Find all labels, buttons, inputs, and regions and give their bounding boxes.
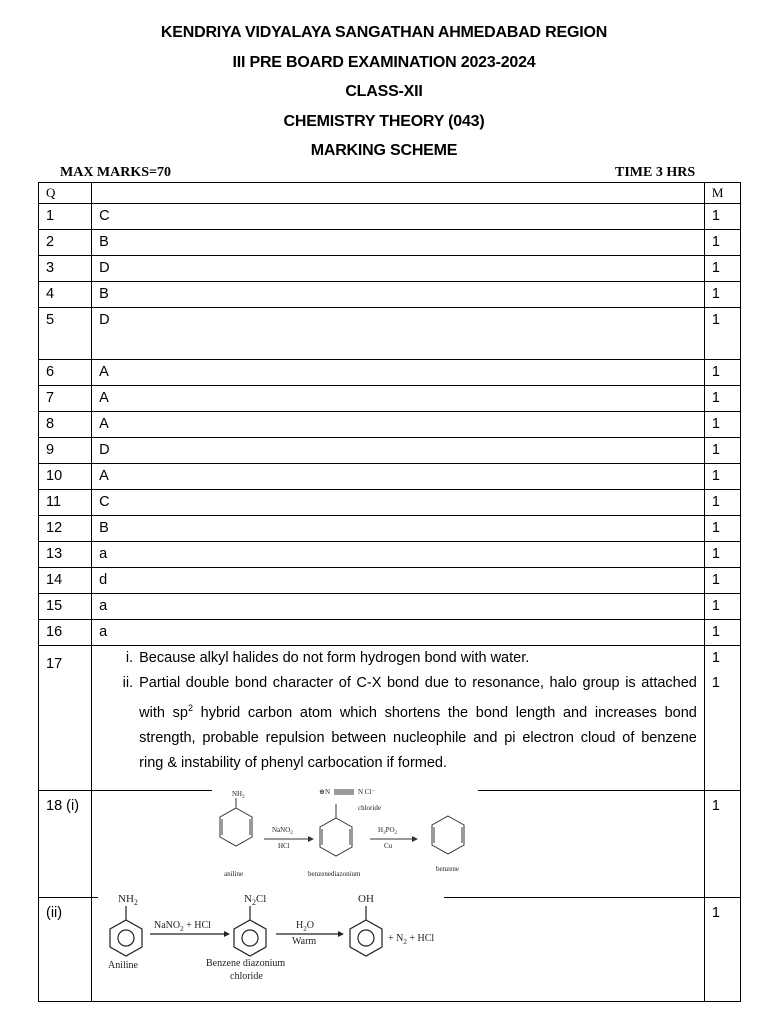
aniline-name: aniline — [224, 870, 244, 878]
sub-answer-text-part: hybrid carbon atom which shortens the bond length and increases bond strength, probable repulsion between nucleophile and pi electron cloud of benzene ring & instability of phenyl carbocation if formed. — [139, 704, 697, 771]
answer: C — [92, 490, 705, 516]
products-label: + $N_2$ + HCl — [388, 933, 435, 946]
reagent-warm: Warm — [292, 936, 317, 947]
table-row — [39, 412, 741, 438]
table-row — [39, 360, 741, 386]
question-number: 13 — [39, 542, 92, 568]
table-row — [39, 568, 741, 594]
answer: B — [92, 230, 705, 256]
answer: B — [92, 516, 705, 542]
benzene-name: benzene — [436, 865, 459, 873]
question-number: 7 — [39, 386, 92, 412]
marks: 1 — [711, 675, 720, 691]
answer: C — [92, 204, 705, 230]
table-row — [39, 282, 741, 308]
marks: 1 — [704, 256, 740, 282]
marks: 1 — [704, 464, 740, 490]
answer-q17 — [92, 646, 705, 791]
question-number: 6 — [39, 360, 92, 386]
reaction-scheme-drawing — [98, 884, 444, 984]
table-row — [39, 490, 741, 516]
sub-number: i. — [125, 650, 134, 666]
chloride-ion-label: N Cl⁻ — [358, 788, 376, 796]
nh2-label: $NH_2$ — [118, 893, 138, 907]
sub-answer-list — [99, 646, 697, 776]
max-marks: MAX MARKS=70 — [60, 165, 172, 180]
exam-title: III PRE BOARD EXAMINATION 2023-2024 — [232, 53, 536, 71]
answer: a — [92, 542, 705, 568]
table-row — [39, 438, 741, 464]
table-row — [39, 542, 741, 568]
question-number: 4 — [39, 282, 92, 308]
reaction-scheme-aniline-to-benzene — [212, 782, 478, 885]
reaction-scheme-aniline-to-phenol — [98, 884, 444, 984]
answer: A — [92, 360, 705, 386]
sub-answer-i — [99, 646, 697, 671]
answer: D — [92, 438, 705, 464]
sub-answer-text: Because alkyl halides do not form hydrogen bond with water. — [139, 650, 530, 666]
marks: 1 — [704, 230, 740, 256]
question-number: 16 — [39, 620, 92, 646]
table-row — [39, 464, 741, 490]
column-header-m: M — [704, 183, 740, 204]
table-header-row — [39, 183, 741, 204]
answer: A — [92, 386, 705, 412]
question-number: 10 — [39, 464, 92, 490]
question-number: 11 — [39, 490, 92, 516]
answer: B — [92, 282, 705, 308]
n2cl-label: $N_2Cl$ — [244, 893, 267, 907]
question-number: 18 (i) — [39, 791, 92, 898]
table-row — [39, 386, 741, 412]
marks: 1 — [704, 490, 740, 516]
question-number: 3 — [39, 256, 92, 282]
reagent-nano2: NaNO$_2$ — [272, 826, 293, 836]
marks: 1 — [704, 594, 740, 620]
oh-label: OH — [358, 893, 374, 905]
reaction-scheme-drawing — [212, 782, 478, 885]
marks: 1 — [704, 438, 740, 464]
reagent-hcl: HCl — [278, 842, 290, 850]
chloride-name: chloride — [230, 971, 263, 982]
question-number: (ii) — [39, 898, 92, 1002]
question-number: 17 — [39, 646, 92, 791]
diazonium-n-label: ⊕N — [319, 788, 330, 796]
document-header — [0, 22, 768, 170]
aniline-name: Aniline — [108, 960, 138, 971]
benzenediazonium-name: benzenediazonium — [308, 870, 361, 878]
subject-title: CHEMISTRY THEORY (043) — [283, 112, 485, 130]
question-number: 5 — [39, 308, 92, 360]
question-number: 14 — [39, 568, 92, 594]
marks: 1 — [704, 282, 740, 308]
answer: d — [92, 568, 705, 594]
sub-answer-ii — [99, 671, 697, 776]
answer: a — [92, 620, 705, 646]
table-row — [39, 256, 741, 282]
marks: 1 — [711, 650, 720, 666]
reagent-h3po2: $H_3PO_2$ — [378, 826, 398, 836]
table-row — [39, 308, 741, 360]
column-header-q: Q — [39, 183, 92, 204]
question-number: 9 — [39, 438, 92, 464]
question-number: 15 — [39, 594, 92, 620]
marks-q17 — [704, 646, 740, 791]
answer: D — [92, 308, 705, 360]
table-row — [39, 594, 741, 620]
question-number: 12 — [39, 516, 92, 542]
marks: 1 — [704, 898, 740, 1002]
superscript: 2 — [187, 703, 193, 713]
school-name: KENDRIYA VIDYALAYA SANGATHAN AHMEDABAD REGION — [160, 24, 608, 41]
table-row — [39, 620, 741, 646]
reagent-cu: Cu — [384, 842, 393, 850]
answer: A — [92, 412, 705, 438]
scheme-title: MARKING SCHEME — [310, 142, 458, 159]
sub-number: ii. — [122, 675, 134, 691]
table-row — [39, 230, 741, 256]
question-number: 1 — [39, 204, 92, 230]
question-number: 2 — [39, 230, 92, 256]
marks: 1 — [704, 568, 740, 594]
marks: 1 — [704, 620, 740, 646]
answer: A — [92, 464, 705, 490]
marks: 1 — [704, 412, 740, 438]
marks: 1 — [704, 386, 740, 412]
marks: 1 — [704, 308, 740, 360]
question-number: 8 — [39, 412, 92, 438]
marks: 1 — [704, 542, 740, 568]
table-row-q17 — [39, 646, 741, 791]
marks: 1 — [704, 791, 740, 898]
column-header-answer — [92, 183, 705, 204]
table-row — [39, 204, 741, 230]
class-label: CLASS-XII — [345, 83, 423, 100]
benzene-diazonium-name: Benzene diazonium — [206, 958, 286, 969]
marks: 1 — [704, 516, 740, 542]
table-row — [39, 516, 741, 542]
answer: D — [92, 256, 705, 282]
time-allowed: TIME 3 HRS — [615, 165, 696, 180]
marks: 1 — [704, 204, 740, 230]
reagent-h2o: $H_2O$ — [296, 920, 314, 933]
sub-answer-text-part: Partial double bond character of C-X bond due to resonance, halo group is attached with sp — [139, 675, 697, 721]
nh2-label: $NH_2$ — [232, 790, 245, 800]
marks: 1 — [704, 360, 740, 386]
sub-answer-text — [139, 671, 697, 776]
chloride-label: chloride — [358, 804, 381, 812]
answer: a — [92, 594, 705, 620]
reagent-nano2-hcl: NaNO$_2$ + HCl — [154, 920, 211, 933]
